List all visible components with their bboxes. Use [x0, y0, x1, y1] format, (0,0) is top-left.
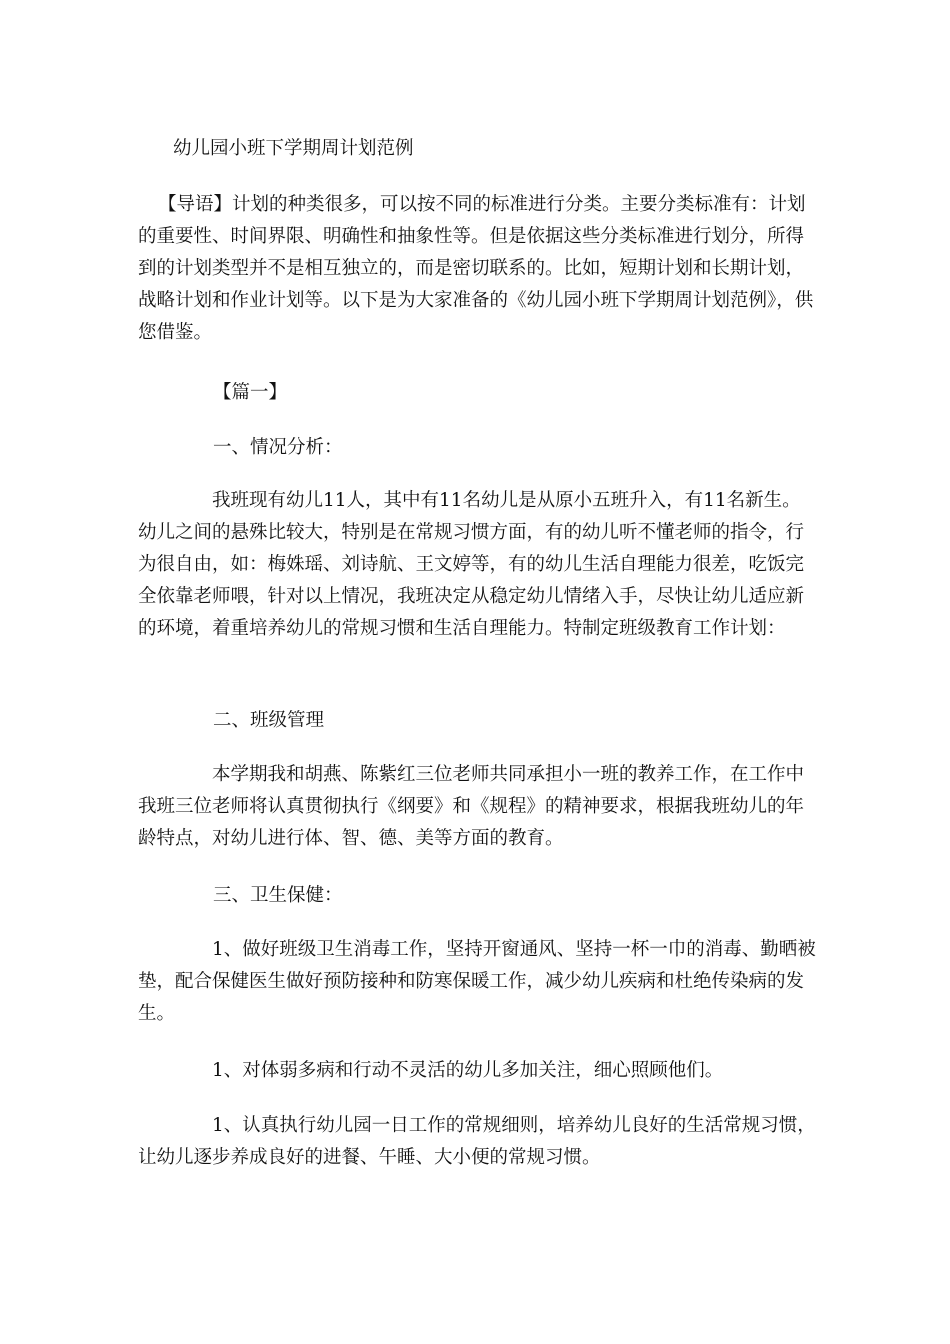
paragraph-health-item-3: 1、认真执行幼儿园一日工作的常规细则，培养幼儿良好的生活常规习惯，让幼儿逐步养成良好的进餐、午睡、大小便的常规习惯。 — [138, 1115, 816, 1168]
heading-health-care: 三、卫生保健： — [213, 885, 343, 906]
intro-paragraph: 【导语】计划的种类很多，可以按不同的标准进行分类。主要分类标准有：计划的重要性、时间界限、明确性和抽象性等。但是依据这些分类标准进行划分，所得到的计划类型并不是相互独立的，而是密切联系的。比如，短期计划和长期计划，战略计划和作业计划等。以下是为大家准备的《幼儿园小班下学期周计划范例》，供您借鉴。 — [138, 194, 814, 343]
paragraph-health-item-1: 1、做好班级卫生消毒工作，坚持开窗通风、坚持一杯一巾的消毒、勤晒被垫，配合保健医生做好预防接种和防寒保暖工作，减少幼儿疾病和杜绝传染病的发生。 — [138, 939, 816, 1024]
document-title: 幼儿园小班下学期周计划范例 — [173, 138, 414, 159]
paragraph-health-item-2: 1、对体弱多病和行动不灵活的幼儿多加关注，细心照顾他们。 — [212, 1060, 724, 1081]
paragraph-class-management: 本学期我和胡燕、陈紫红三位老师共同承担小一班的教养工作，在工作中我班三位老师将认真贯彻执行《纲要》和《规程》的精神要求，根据我班幼儿的年龄特点，对幼儿进行体、智、德、美等方面的教育。 — [138, 764, 805, 849]
heading-situation-analysis: 一、情况分析： — [213, 437, 343, 458]
heading-class-management: 二、班级管理 — [213, 710, 325, 731]
paragraph-situation-analysis: 我班现有幼儿11人，其中有11名幼儿是从原小五班升入，有11名新生。幼儿之间的悬殊比较大，特别是在常规习惯方面，有的幼儿听不懂老师的指令，行为很自由，如：梅姝瑶、刘诗航、王文婷等，有的幼儿生活自理能力很差，吃饭完全依靠老师喂，针对以上情况，我班决定从稳定幼儿情绪入手，尽快让幼儿适应新的环境，着重培养幼儿的常规习惯和生活自理能力。特制定班级教育工作计划： — [138, 490, 805, 639]
section-marker: 【篇一】 — [213, 382, 288, 403]
